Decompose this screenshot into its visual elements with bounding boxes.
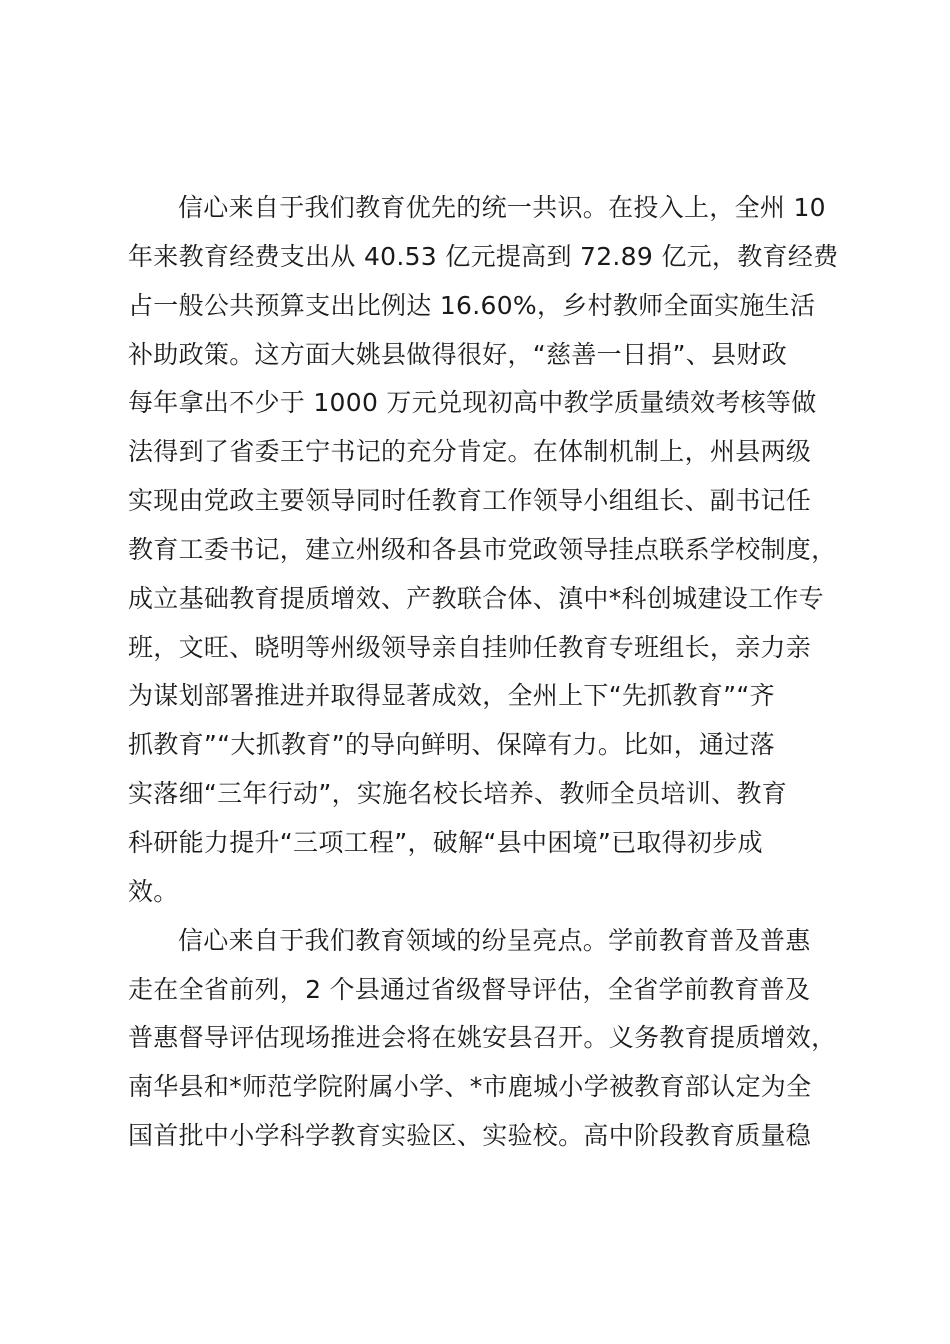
text-line: 普惠督导评估现场推进会将在姚安县召开。义务教育提质增效， [128, 1023, 837, 1053]
text-line: 效。 [128, 876, 179, 906]
text-line: 南华县和*师范学院附属小学、*市鹿城小学被教育部认定为全 [128, 1072, 812, 1102]
paragraph-2 [128, 917, 858, 1161]
text-line: 占一般公共预算支出比例达 16.60%，乡村教师全面实施生活 [128, 290, 816, 320]
text-line: 教育工委书记，建立州级和各县市党政领导挂点联系学校制度， [128, 534, 837, 564]
text-line: 实现由党政主要领导同时任教育工作领导小组组长、副书记任 [128, 486, 812, 516]
text-line: 抓教育”“大抓教育”的导向鲜明、保障有力。比如，通过落 [128, 730, 775, 760]
text-line: 补助政策。这方面大姚县做得很好，“慈善一日捐”、县财政 [128, 339, 788, 369]
paragraph-1 [128, 184, 858, 917]
text-line: 信心来自于我们教育优先的统一共识。在投入上，全州 10 [178, 193, 826, 222]
document-body [128, 184, 858, 1161]
text-line: 年来教育经费支出从 40.53 亿元提高到 72.89 亿元，教育经费 [128, 241, 839, 271]
text-line: 为谋划部署推进并取得显著成效，全州上下“先抓教育”“齐 [128, 681, 775, 711]
text-line: 信心来自于我们教育领域的纷呈亮点。学前教育普及普惠 [178, 925, 811, 955]
text-line: 科研能力提升“三项工程”，破解“县中困境”已取得初步成 [128, 827, 763, 857]
text-line: 国首批中小学科学教育实验区、实验校。高中阶段教育质量稳 [128, 1121, 812, 1151]
text-line: 每年拿出不少于 1000 万元兑现初高中教学质量绩效考核等做 [128, 388, 817, 418]
text-line: 实落细“三年行动”，实施名校长培养、教师全员培训、教育 [128, 779, 788, 809]
text-line: 法得到了省委王宁书记的充分肯定。在体制机制上，州县两级 [128, 437, 812, 467]
text-line: 班，文旺、晓明等州级领导亲自挂帅任教育专班组长，亲力亲 [128, 632, 812, 662]
text-line: 成立基础教育提质增效、产教联合体、滇中*科创城建设工作专 [128, 583, 824, 613]
text-line: 走在全省前列，2 个县通过省级督导评估，全省学前教育普及 [128, 974, 811, 1004]
